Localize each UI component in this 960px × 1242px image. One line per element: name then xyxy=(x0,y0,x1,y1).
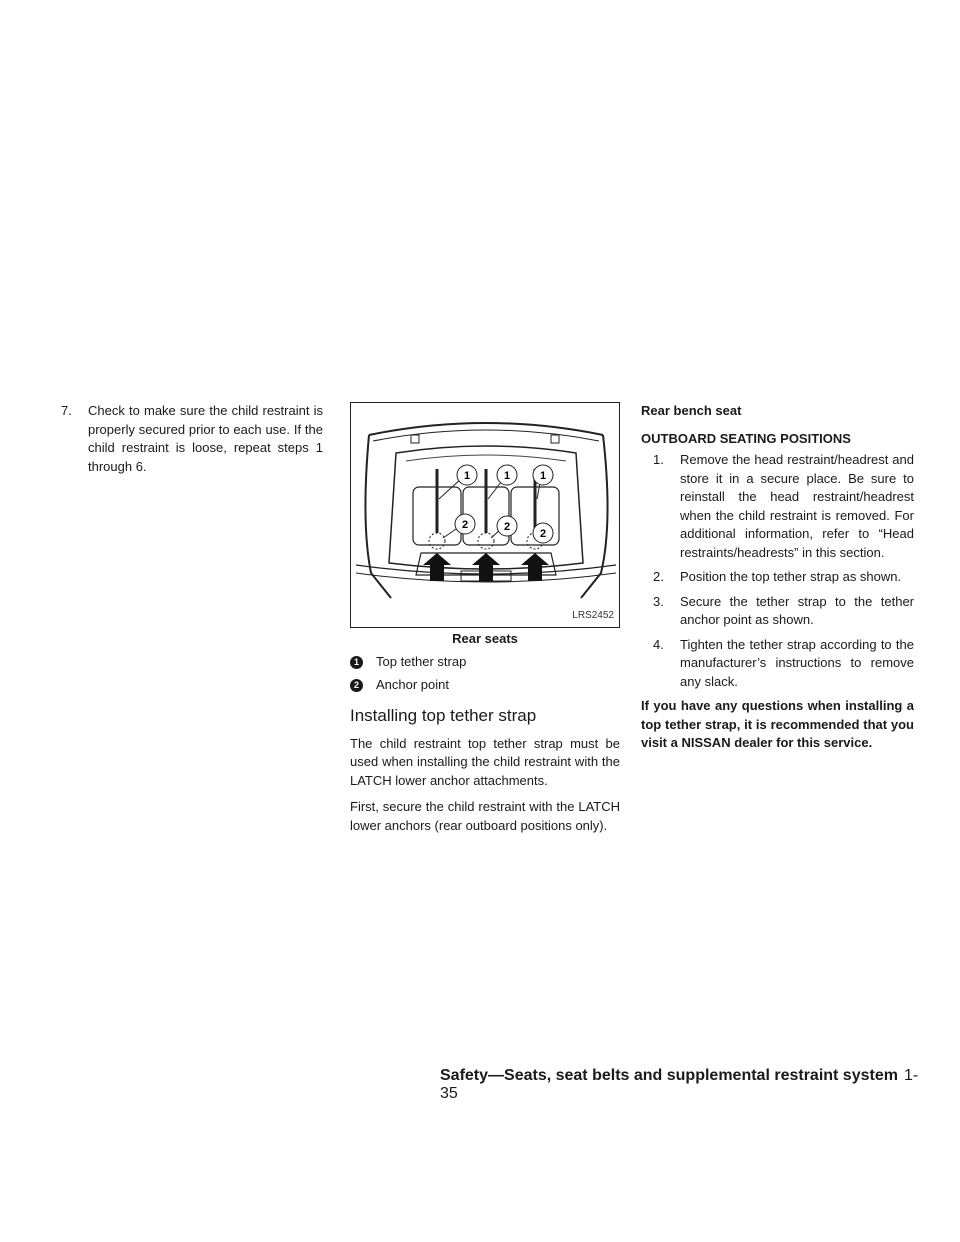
callout-2-center xyxy=(497,516,517,536)
callout-2-right xyxy=(533,523,553,543)
legend-label-1: Top tether strap xyxy=(376,654,467,670)
section-heading: Installing top tether strap xyxy=(350,705,537,725)
svg-text:1: 1 xyxy=(463,470,471,482)
svg-text:2: 2 xyxy=(461,519,469,531)
svg-text:1: 1 xyxy=(503,470,511,482)
left-column xyxy=(49,402,323,476)
step-1-number: 1. xyxy=(653,452,664,467)
section-paragraph-1: The child restraint top tether strap must be used when installing the child restraint with the LATCH lower anchor attachments. xyxy=(350,735,620,788)
footer-title: Safety—Seats, seat belts and supplemental restraint system xyxy=(440,1067,898,1084)
step-7-number: 7. xyxy=(61,403,72,418)
step-3-number: 3. xyxy=(653,593,664,609)
figure-code: LRS2452 xyxy=(572,609,614,621)
page-number: 1-35 xyxy=(440,1067,919,1102)
legend-mark-2: 2 xyxy=(350,679,363,692)
step-7 xyxy=(49,402,323,476)
callout-2-left xyxy=(455,514,475,534)
legend-item-2 xyxy=(350,677,620,695)
page-footer xyxy=(440,1067,920,1103)
section-paragraph-2: First, secure the child restraint with the LATCH lower anchors (rear outboard positions only). xyxy=(350,799,620,833)
callout-1-right xyxy=(533,465,553,485)
legend-label-2: Anchor point xyxy=(376,677,449,693)
step-1-text: Remove the head restraint/headrest and store it in a secure place. Be sure to reinstall the head restraint/headrest when the child restraint is removed. For additional information, refer to “Head restraints/headrests” in this section. xyxy=(680,452,914,560)
callout-1-center xyxy=(497,465,517,485)
legend-item-1 xyxy=(350,654,620,672)
rear-seats-illustration xyxy=(351,403,621,629)
outboard-heading: OUTBOARD SEATING POSITIONS xyxy=(641,430,851,446)
rear-seats-figure xyxy=(350,402,620,628)
right-column xyxy=(641,402,914,753)
step-7-text: Check to make sure the child restraint is properly secured prior to each use. If the child restraint is loose, repeat steps 1 through 6. xyxy=(88,403,323,474)
legend-mark-1: 1 xyxy=(350,656,363,669)
step-3-text: Secure the tether strap to the tether anchor point as shown. xyxy=(680,593,914,627)
step-1 xyxy=(641,451,914,562)
step-4-number: 4. xyxy=(653,636,664,652)
dealer-note: If you have any questions when installing a top tether strap, it is recommended that you visit a NISSAN dealer for this service. xyxy=(641,698,914,750)
svg-text:2: 2 xyxy=(503,521,511,533)
step-2 xyxy=(641,568,914,587)
step-4-text: Tighten the tether strap according to the manufacturer’s instructions to remove any slack. xyxy=(680,636,914,689)
step-4 xyxy=(641,636,914,692)
svg-text:2: 2 xyxy=(539,528,547,540)
svg-text:1: 1 xyxy=(539,470,547,482)
figure-caption: Rear seats xyxy=(452,631,518,646)
middle-column xyxy=(350,402,620,843)
callout-1-left xyxy=(457,465,477,485)
step-2-number: 2. xyxy=(653,569,664,584)
step-3 xyxy=(641,593,914,630)
step-2-text: Position the top tether strap as shown. xyxy=(680,569,902,584)
rear-bench-heading: Rear bench seat xyxy=(641,403,742,418)
